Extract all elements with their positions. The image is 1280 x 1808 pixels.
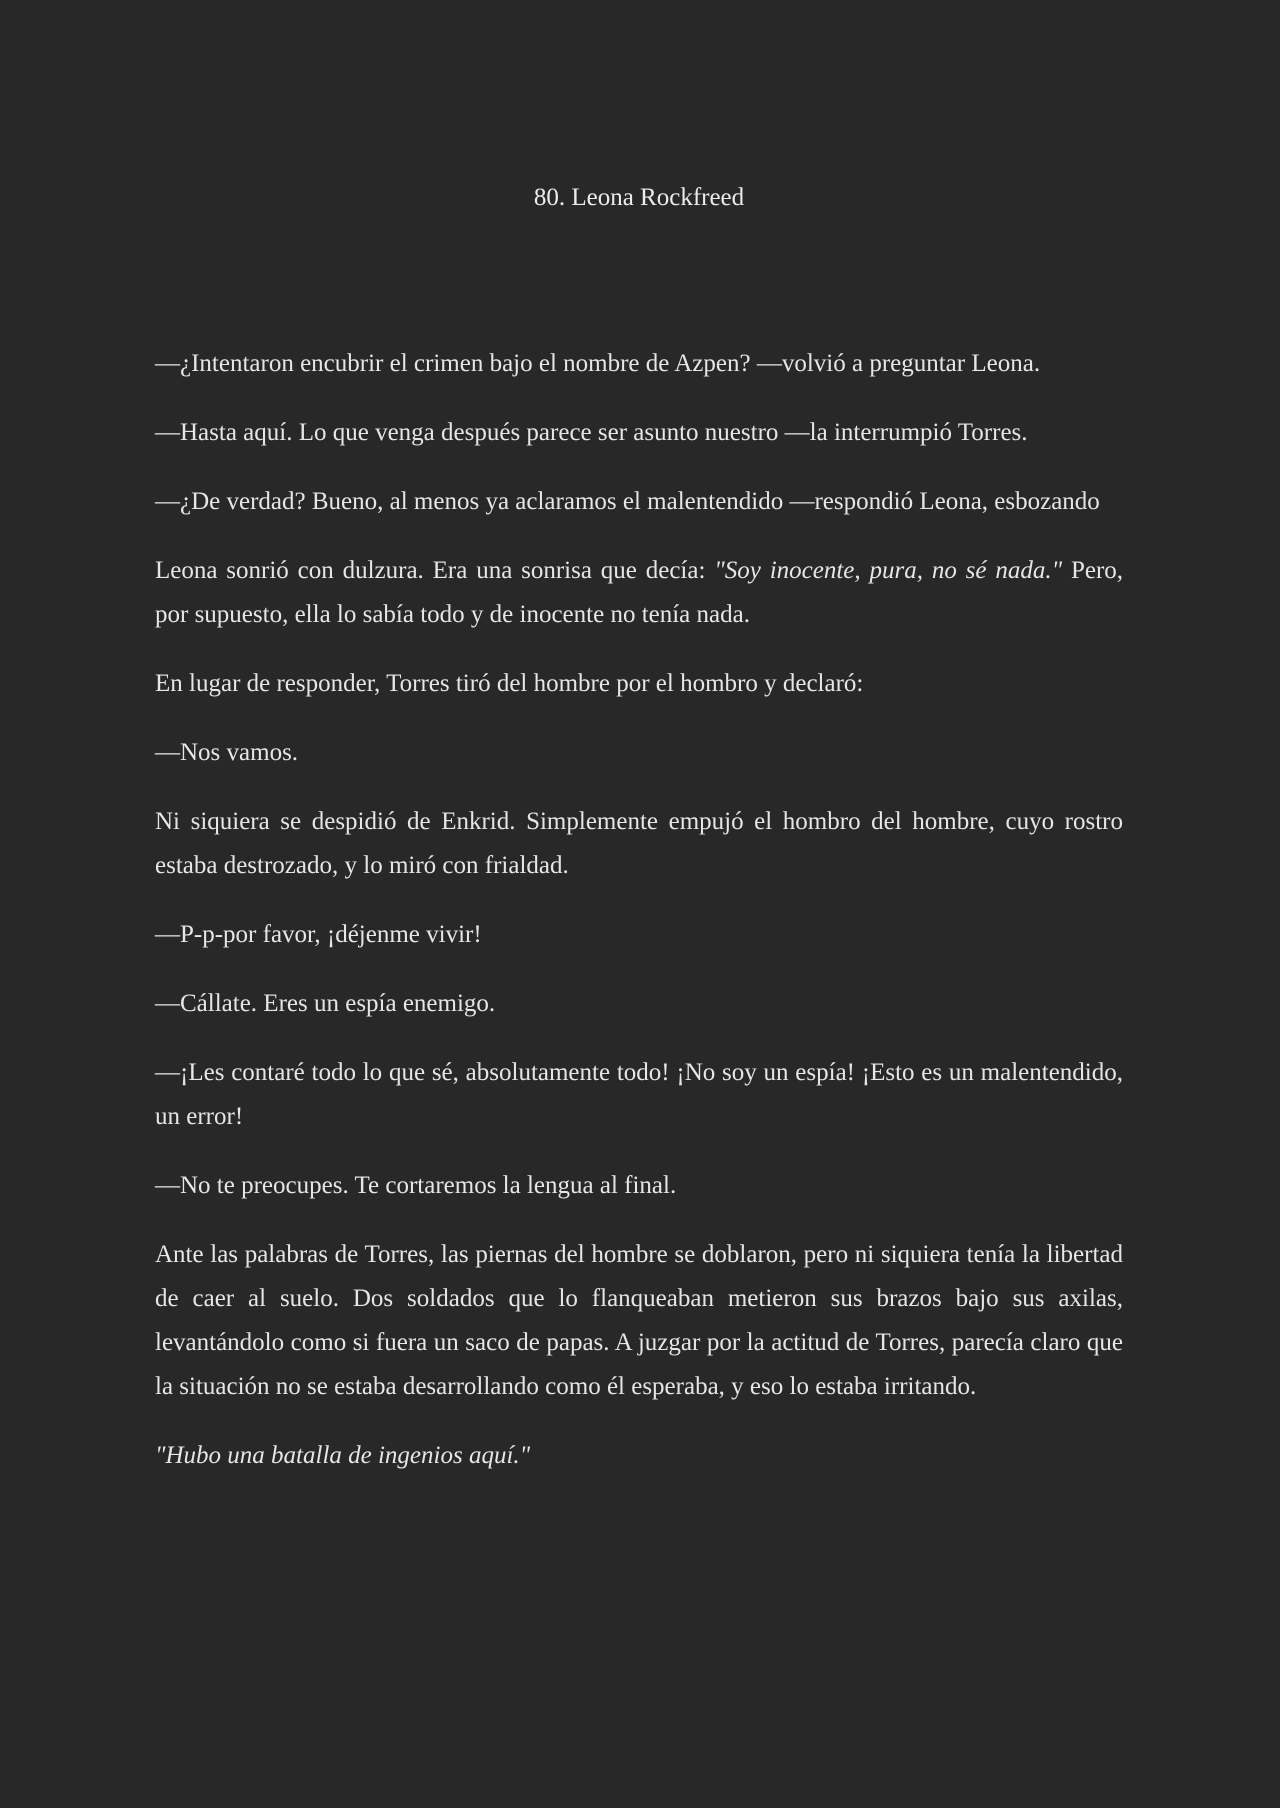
paragraph-11: —No te preocupes. Te cortaremos la lengua al final. [155,1172,677,1199]
paragraph-3: —¿De verdad? Bueno, al menos ya aclaramos el malentendido —respondió Leona, esbozando [155,488,1100,515]
paragraph-6: —Nos vamos. [155,739,299,766]
paragraph-13-italic: "Hubo una batalla de ingenios aquí." [155,1442,531,1469]
paragraph-12: Ante las palabras de Torres, las piernas del hombre se doblaron, pero ni siquiera tenía la libertad de caer al suelo. Dos soldados que lo flanqueaban metieron sus brazos bajo sus axilas, levantándolo como si fuera un saco de papas. A juzgar por la actitud de Torres, parecía claro que la situación no se estaba desarrollando como él esperaba, y eso lo estaba irritando. [155,1241,1123,1400]
paragraph-4-tail: Pero, por supuesto, ella lo sabía todo y de inocente no tenía nada. [155,557,1124,628]
paragraph-9: —Cállate. Eres un espía enemigo. [155,990,496,1017]
paragraph-2: —Hasta aquí. Lo que venga después parece ser asunto nuestro —la interrumpió Torres. [155,419,1028,446]
paragraph-10: —¡Les contaré todo lo que sé, absolutamente todo! ¡No soy un espía! ¡Esto es un malentendido, un error! [155,1059,1123,1130]
paragraph-7: Ni siquiera se despidió de Enkrid. Simplemente empujó el hombro del hombre, cuyo rostro estaba destrozado, y lo miró con frialdad. [155,808,1123,879]
paragraph-1: —¿Intentaron encubrir el crimen bajo el nombre de Azpen? —volvió a preguntar Leona. [155,350,1041,377]
paragraph-8: —P-p-por favor, ¡déjenme vivir! [155,921,482,948]
paragraph-13 [155,1434,1123,1478]
paragraph-5: En lugar de responder, Torres tiró del hombre por el hombro y declaró: [155,670,864,697]
paragraph-4-lead: Leona sonrió con dulzura. Era una sonrisa que decía: [155,557,715,584]
chapter-title: 80. Leona Rockfreed [533,184,745,211]
chapter-body [155,342,1123,1478]
paragraph-4 [155,549,1123,637]
paragraph-4-italic: "Soy inocente, pura, no sé nada." [714,557,1063,584]
reader-page [155,0,1123,1503]
